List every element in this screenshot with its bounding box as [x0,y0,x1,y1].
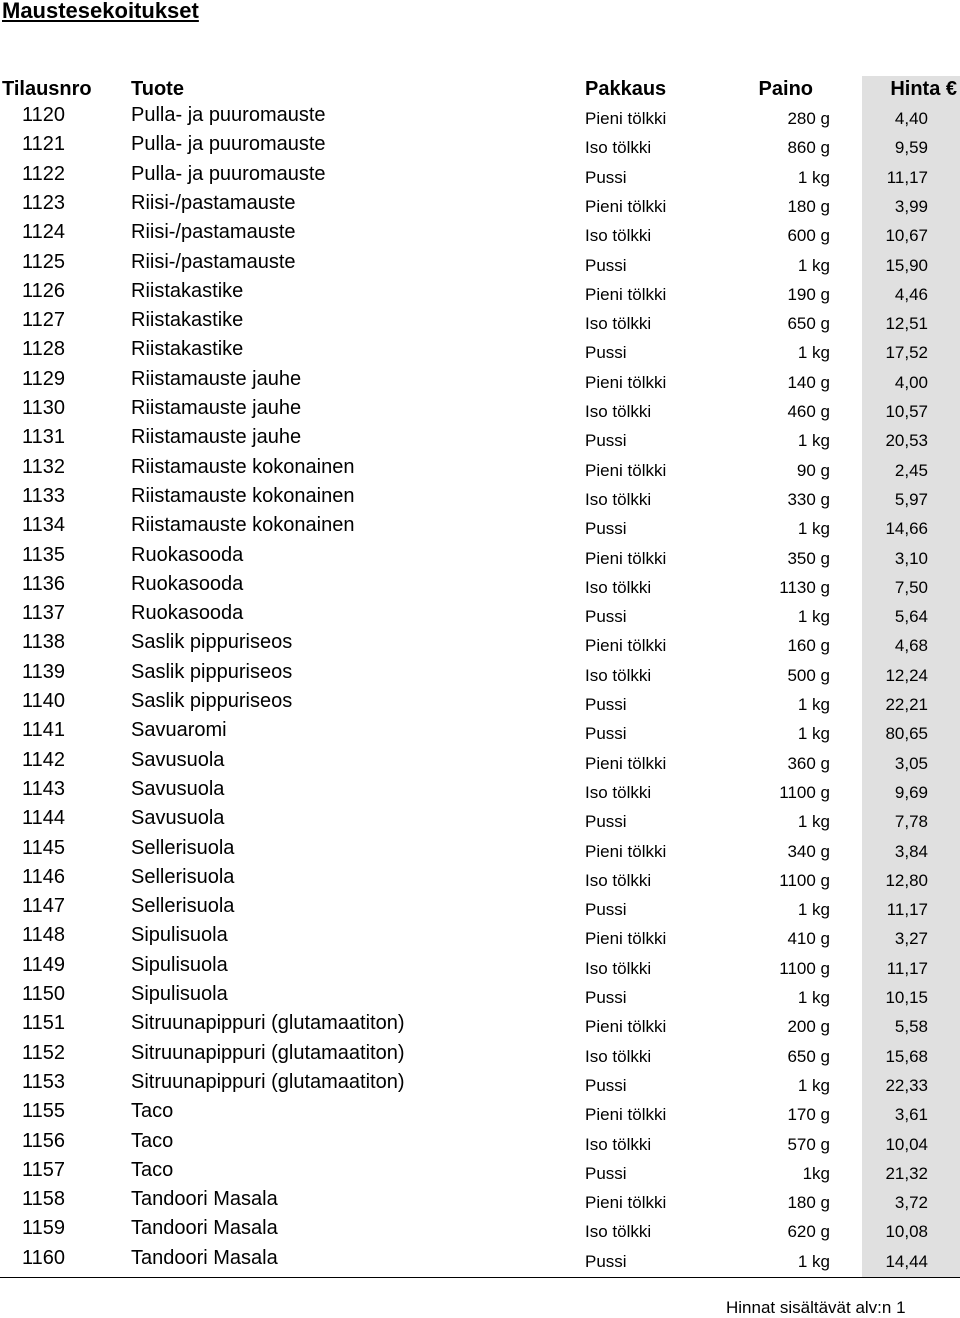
cell-price: 12,24 [885,665,928,685]
cell-order-number: 1128 [22,338,66,361]
table-row [0,1186,960,1215]
cell-price: 15,90 [885,255,928,275]
cell-package-type: Pussi [585,431,627,451]
cell-order-number: 1124 [22,221,66,244]
cell-package-type: Pussi [585,812,627,832]
table-bottom-border [0,1277,960,1278]
cell-product-name: Tandoori Masala [131,1217,278,1240]
cell-order-number: 1137 [22,602,66,625]
cell-weight: 180 g [787,196,830,216]
cell-weight: 650 g [787,1046,830,1066]
cell-product-name: Riisi-/pastamauste [131,191,296,214]
cell-package-type: Pieni tölkki [585,284,667,304]
cell-package-type: Iso tölkki [585,870,652,890]
cell-weight: 860 g [787,138,830,158]
table-row [0,922,960,951]
cell-package-type: Pussi [585,1251,627,1271]
cell-weight: 1 kg [797,255,830,275]
cell-weight: 280 g [787,109,830,128]
table-row [0,131,960,160]
price-footnote: Hinnat sisältävät alv:n 1 [726,1298,906,1317]
cell-order-number: 1138 [22,631,66,654]
cell-product-name: Sellerisuola [131,895,235,918]
table-row [0,249,960,278]
cell-package-type: Pieni tölkki [585,109,667,128]
cell-price: 14,66 [885,519,928,539]
table-row [0,600,960,629]
cell-product-name: Sitruunapippuri (glutamaatiton) [131,1041,405,1064]
cell-weight: 200 g [787,1017,830,1037]
table-row [0,717,960,746]
cell-package-type: Iso tölkki [585,958,652,978]
cell-order-number: 1158 [22,1188,66,1211]
cell-package-type: Pussi [585,607,627,627]
cell-price: 21,32 [885,1163,928,1183]
cell-product-name: Sipulisuola [131,983,228,1005]
cell-order-number: 1156 [22,1129,66,1152]
cell-order-number: 1129 [22,367,66,390]
cell-package-type: Iso tölkki [585,665,652,685]
cell-order-number: 1120 [22,104,66,126]
cell-order-number: 1139 [22,660,66,683]
cell-weight: 340 g [787,841,830,861]
cell-price: 11,17 [886,958,928,978]
cell-weight: 1 kg [797,519,830,539]
cell-order-number: 1148 [22,924,66,947]
cell-weight: 1 kg [797,1075,830,1095]
table-row [0,1040,960,1069]
table-row [0,219,960,248]
cell-order-number: 1150 [22,983,66,1005]
cell-order-number: 1155 [22,1100,66,1123]
cell-order-number: 1123 [22,191,66,214]
cell-weight: 1100 g [779,958,830,978]
cell-order-number: 1149 [22,953,66,976]
header-price: Hinta € [890,78,957,100]
cell-price: 12,51 [885,314,928,334]
cell-weight: 650 g [787,314,830,334]
cell-order-number: 1152 [22,1041,66,1064]
cell-price: 4,68 [894,636,928,656]
cell-price: 5,97 [894,489,928,509]
cell-package-type: Pussi [585,695,627,714]
cell-product-name: Pulla- ja puuromauste [131,104,326,126]
cell-product-name: Savusuola [131,777,225,800]
cell-order-number: 1145 [22,836,66,859]
cell-weight: 350 g [787,548,830,568]
cell-weight: 160 g [787,636,830,656]
cell-product-name: Riisi-/pastamauste [131,250,296,273]
cell-order-number: 1121 [22,133,66,156]
cell-price: 11,17 [886,900,928,920]
cell-product-name: Sipulisuola [131,924,228,947]
cell-weight: 600 g [787,226,830,246]
header-package: Pakkaus [585,78,667,100]
cell-order-number: 1131 [22,426,66,449]
cell-package-type: Pieni tölkki [585,1193,667,1213]
cell-package-type: Pussi [585,988,627,1007]
cell-order-number: 1159 [22,1217,66,1240]
cell-product-name: Riisi-/pastamauste [131,221,296,244]
cell-price: 5,58 [894,1017,928,1037]
table-row [0,776,960,805]
table-row [0,571,960,600]
cell-order-number: 1130 [22,397,66,419]
cell-price: 5,64 [894,607,928,627]
cell-price: 22,33 [885,1075,928,1095]
table-row [0,512,960,541]
cell-price: 10,67 [885,226,928,246]
cell-package-type: Pussi [585,1163,627,1183]
cell-product-name: Saslik pippuriseos [131,660,293,683]
cell-package-type: Pieni tölkki [585,460,667,480]
cell-package-type: Pieni tölkki [585,1017,667,1037]
cell-weight: 190 g [787,284,830,304]
cell-price: 4,00 [894,372,928,392]
cell-price: 20,53 [885,431,928,451]
cell-order-number: 1151 [22,1012,66,1035]
table-row [0,952,960,981]
table-row [0,1128,960,1157]
table-row [0,1245,960,1274]
cell-weight: 1 kg [797,988,830,1007]
table-row [0,659,960,688]
cell-product-name: Ruokasooda [131,572,244,595]
cell-price: 15,68 [885,1046,928,1066]
cell-price: 3,05 [894,753,928,773]
cell-order-number: 1134 [22,514,66,537]
cell-package-type: Pieni tölkki [585,372,667,392]
cell-price: 80,65 [885,724,928,744]
cell-weight: 1130 g [779,577,830,597]
table-row [0,1215,960,1244]
cell-weight: 460 g [787,402,830,421]
cell-package-type: Pussi [585,255,627,275]
cell-weight: 1kg [802,1163,830,1183]
cell-order-number: 1140 [22,690,66,712]
cell-price: 2,45 [894,460,928,480]
cell-order-number: 1122 [22,162,66,185]
cell-order-number: 1126 [22,279,66,302]
cell-order-number: 1142 [22,748,66,771]
cell-weight: 1 kg [797,724,830,744]
cell-product-name: Riistamauste jauhe [131,426,302,449]
cell-price: 10,04 [885,1134,928,1154]
cell-product-name: Savuaromi [131,719,227,742]
cell-product-name: Savusuola [131,748,225,771]
cell-package-type: Pieni tölkki [585,636,667,656]
cell-package-type: Pussi [585,900,627,920]
cell-weight: 570 g [787,1134,830,1154]
cell-price: 4,40 [894,109,928,128]
cell-product-name: Tandoori Masala [131,1246,278,1269]
table-row [0,424,960,453]
cell-package-type: Iso tölkki [585,1046,652,1066]
table-row [0,483,960,512]
table-row [0,893,960,922]
cell-weight: 170 g [787,1105,830,1125]
table-row [0,629,960,658]
cell-price: 7,78 [894,812,928,832]
cell-weight: 180 g [787,1193,830,1213]
cell-order-number: 1144 [22,807,66,830]
cell-package-type: Iso tölkki [585,577,652,597]
cell-order-number: 1133 [22,484,66,507]
cell-product-name: Ruokasooda [131,543,244,566]
cell-product-name: Taco [131,1100,174,1123]
cell-package-type: Iso tölkki [585,314,652,334]
cell-weight: 1 kg [797,695,830,714]
cell-weight: 1 kg [797,812,830,832]
cell-price: 3,84 [894,841,928,861]
cell-weight: 410 g [787,929,830,949]
cell-weight: 1 kg [797,343,830,363]
cell-product-name: Pulla- ja puuromauste [131,162,326,185]
cell-weight: 330 g [787,489,830,509]
cell-product-name: Saslik pippuriseos [131,690,293,712]
table-row [0,1069,960,1098]
cell-weight: 140 g [787,372,830,392]
cell-package-type: Iso tölkki [585,402,652,421]
cell-product-name: Riistakastike [131,338,244,361]
cell-price: 11,17 [886,167,928,187]
cell-package-type: Pussi [585,724,627,744]
cell-price: 3,72 [894,1193,928,1213]
cell-price: 3,99 [894,196,928,216]
cell-product-name: Riistakastike [131,279,244,302]
cell-weight: 1 kg [797,167,830,187]
table-row [0,835,960,864]
table-row [0,102,960,131]
cell-order-number: 1157 [22,1158,66,1181]
cell-price: 3,10 [894,548,928,568]
cell-order-number: 1143 [22,777,66,800]
table-row [0,747,960,776]
cell-product-name: Riistamauste kokonainen [131,514,355,537]
cell-package-type: Pieni tölkki [585,1105,667,1125]
cell-package-type: Pussi [585,519,627,539]
cell-order-number: 1147 [22,895,66,918]
table-header-row [0,76,960,105]
cell-product-name: Riistamauste jauhe [131,367,302,390]
header-product: Tuote [131,78,184,100]
cell-product-name: Sellerisuola [131,836,235,859]
cell-package-type: Iso tölkki [585,1134,652,1154]
page-title: Maustesekoitukset [2,0,199,23]
cell-weight: 1 kg [797,607,830,627]
table-row [0,805,960,834]
cell-order-number: 1135 [22,543,66,566]
table-row [0,307,960,336]
cell-order-number: 1136 [22,572,66,595]
cell-product-name: Taco [131,1129,174,1152]
cell-package-type: Pussi [585,1075,627,1095]
cell-package-type: Pieni tölkki [585,548,667,568]
cell-product-name: Pulla- ja puuromauste [131,133,326,156]
cell-package-type: Iso tölkki [585,782,652,802]
cell-price: 10,15 [885,988,928,1007]
cell-package-type: Pieni tölkki [585,196,667,216]
header-order-number: Tilausnro [2,78,92,100]
cell-product-name: Taco [131,1158,174,1181]
cell-product-name: Sitruunapippuri (glutamaatiton) [131,1070,405,1093]
cell-weight: 1 kg [797,1251,830,1271]
table-row [0,366,960,395]
table-row [0,981,960,1010]
cell-weight: 1100 g [779,870,830,890]
cell-order-number: 1125 [22,250,66,273]
cell-order-number: 1132 [22,455,66,478]
cell-order-number: 1153 [22,1070,66,1093]
cell-weight: 620 g [787,1222,830,1242]
cell-price: 10,57 [885,402,928,421]
cell-package-type: Iso tölkki [585,1222,652,1242]
cell-weight: 1 kg [797,431,830,451]
cell-price: 12,80 [885,870,928,890]
header-weight: Paino [758,78,813,100]
cell-package-type: Iso tölkki [585,226,652,246]
cell-price: 22,21 [885,695,928,714]
table-row [0,395,960,424]
cell-price: 3,61 [894,1105,928,1125]
cell-order-number: 1141 [22,719,66,742]
cell-weight: 1 kg [797,900,830,920]
cell-product-name: Tandoori Masala [131,1188,278,1211]
cell-price: 4,46 [894,284,928,304]
cell-package-type: Iso tölkki [585,138,652,158]
cell-product-name: Riistamauste kokonainen [131,455,355,478]
cell-price: 7,50 [894,577,928,597]
cell-product-name: Savusuola [131,807,225,830]
table-row [0,1010,960,1039]
cell-price: 17,52 [885,343,928,363]
cell-package-type: Pussi [585,343,627,363]
cell-product-name: Riistakastike [131,309,244,332]
table-row [0,1157,960,1186]
cell-order-number: 1146 [22,865,66,888]
cell-weight: 1100 g [779,782,830,802]
table-row [0,542,960,571]
cell-package-type: Pussi [585,167,627,187]
cell-package-type: Pieni tölkki [585,841,667,861]
cell-price: 3,27 [894,929,928,949]
cell-weight: 500 g [787,665,830,685]
cell-price: 10,08 [885,1222,928,1242]
cell-product-name: Sitruunapippuri (glutamaatiton) [131,1012,405,1035]
cell-product-name: Riistamauste kokonainen [131,484,355,507]
cell-weight: 360 g [787,753,830,773]
cell-price: 14,44 [885,1251,928,1271]
table-row [0,688,960,717]
table-row [0,278,960,307]
cell-package-type: Pieni tölkki [585,929,667,949]
cell-package-type: Pieni tölkki [585,753,667,773]
cell-product-name: Sellerisuola [131,865,235,888]
cell-package-type: Iso tölkki [585,489,652,509]
table-row [0,336,960,365]
table-row [0,190,960,219]
cell-order-number: 1160 [22,1246,66,1269]
cell-product-name: Sipulisuola [131,953,228,976]
cell-price: 9,59 [894,138,928,158]
cell-product-name: Saslik pippuriseos [131,631,293,654]
table-row [0,454,960,483]
table-row [0,864,960,893]
cell-weight: 90 g [796,460,830,480]
cell-product-name: Ruokasooda [131,602,244,625]
table-row [0,1098,960,1127]
cell-price: 9,69 [894,782,928,802]
cell-product-name: Riistamauste jauhe [131,397,302,419]
table-row [0,161,960,190]
cell-order-number: 1127 [22,309,66,332]
